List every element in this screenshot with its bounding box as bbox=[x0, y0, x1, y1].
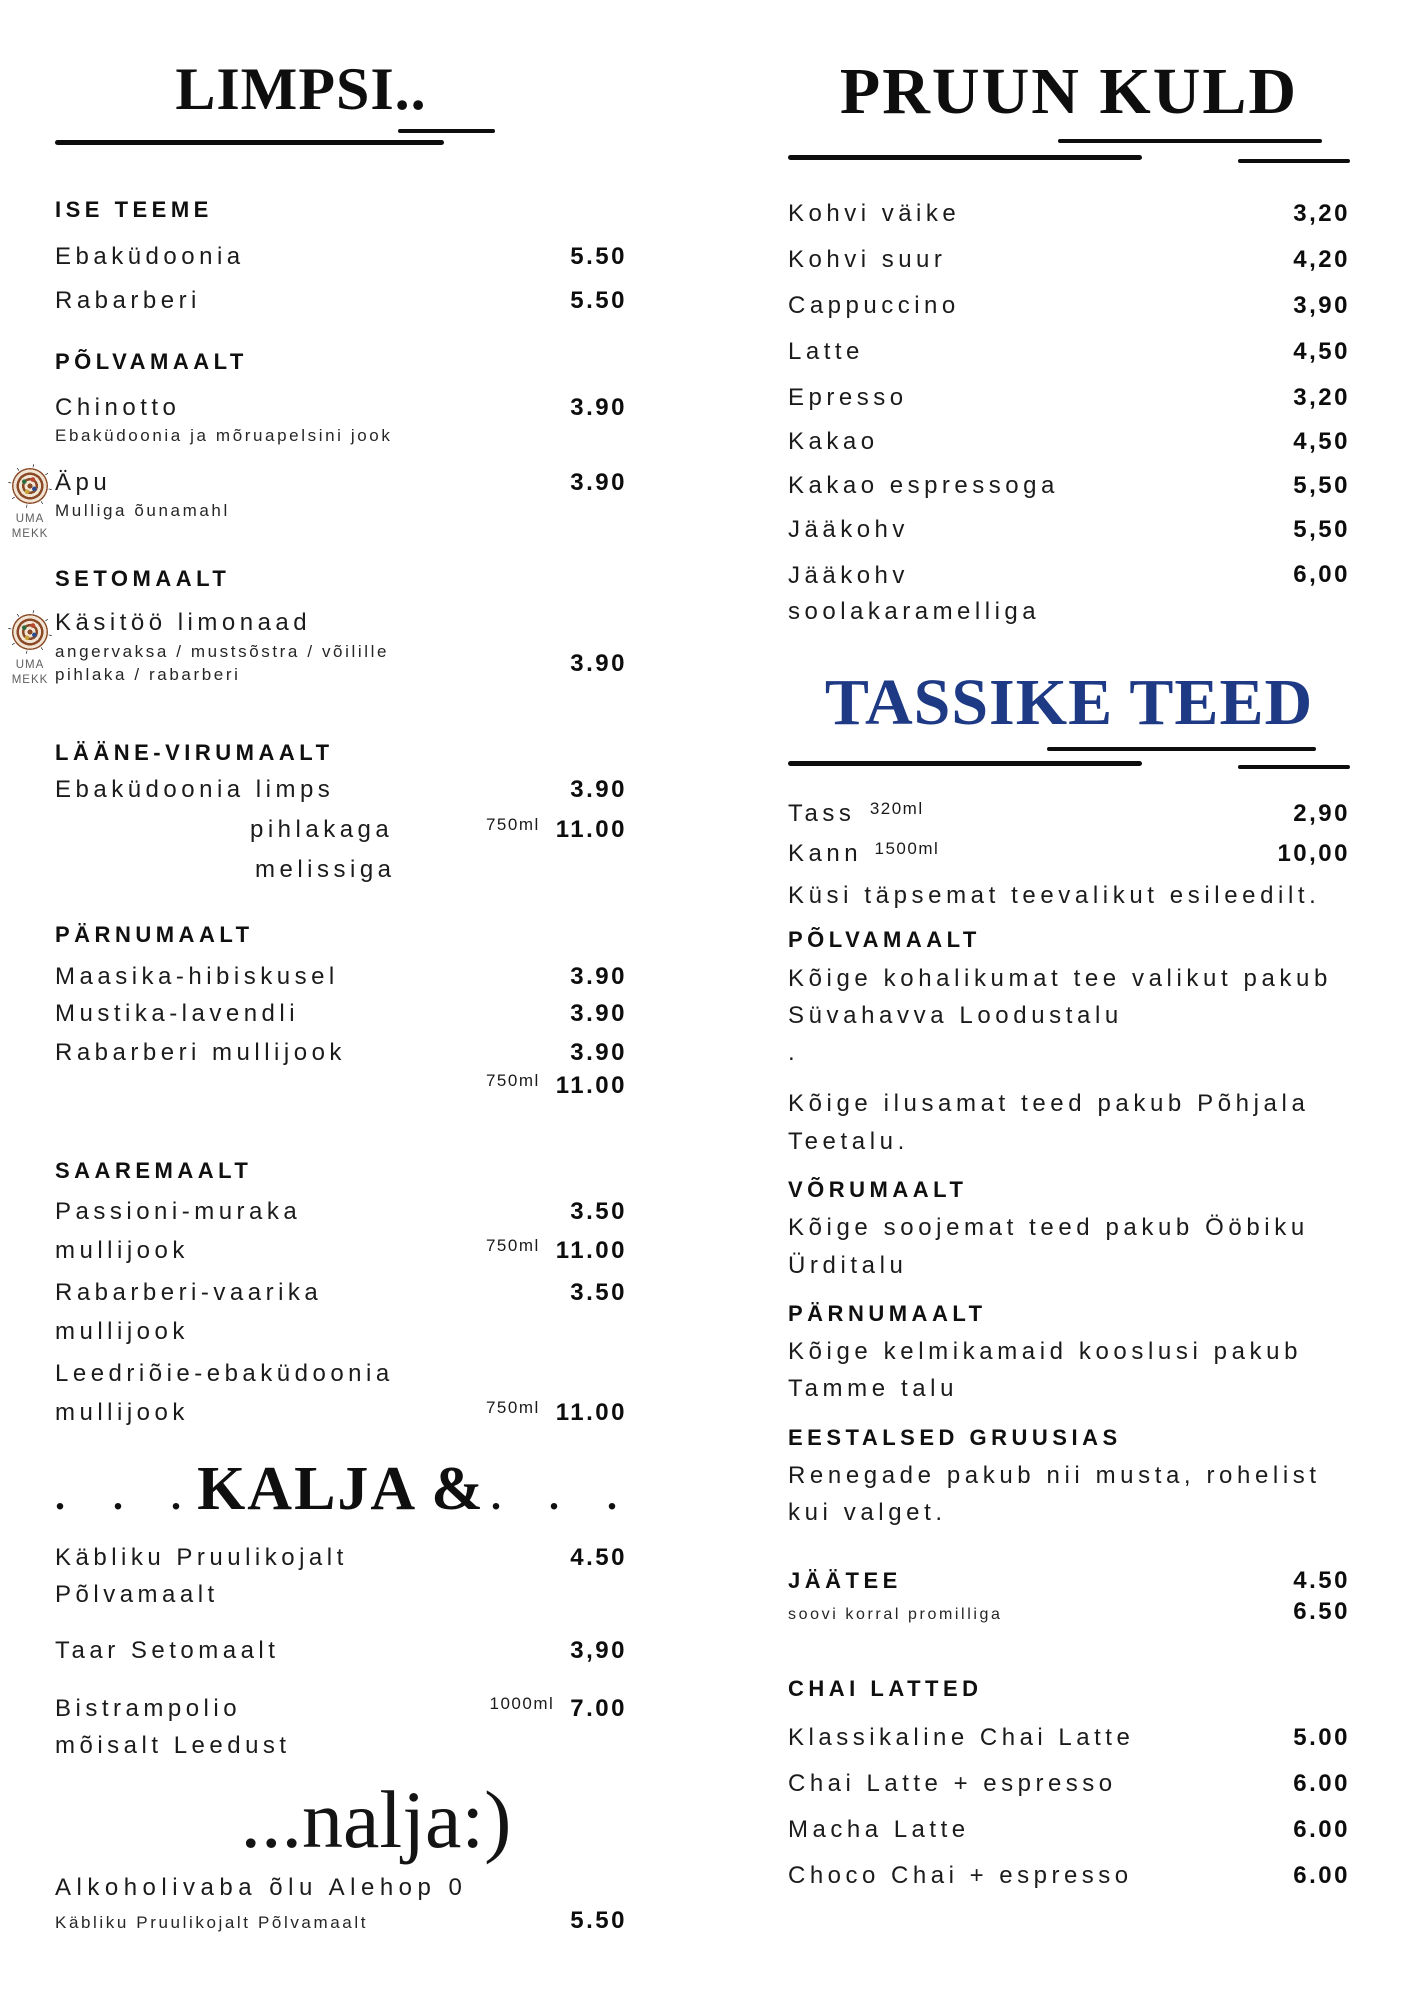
item-price: 11.00 bbox=[555, 815, 627, 843]
tea-header-parnumaalt: PÄRNUMAALT bbox=[788, 1300, 987, 1326]
tea-text-orphan-dot: . bbox=[788, 1039, 800, 1067]
right-column bbox=[788, 46, 1350, 1891]
item-description: Ebaküdoonia ja mõruapelsini jook bbox=[55, 426, 393, 445]
uma-mekk-logo bbox=[3, 610, 57, 688]
section-header-setomaalt: SETOMAALT bbox=[55, 565, 231, 591]
tea-note: Küsi täpsemat teevalikut esileedilt. bbox=[788, 882, 1321, 910]
menu-item-vaarika-line2: mullijook bbox=[55, 1317, 189, 1345]
uma-mekk-rays-icon bbox=[8, 610, 52, 654]
item-name: Kakao espressoga bbox=[788, 471, 1059, 499]
chai-item-espresso bbox=[788, 1769, 1350, 1799]
tassike-teed-underline bbox=[788, 751, 1350, 771]
item-name: Käsitöö limonaad bbox=[55, 609, 312, 637]
item-description-block bbox=[55, 641, 389, 687]
item-name: Tass bbox=[788, 800, 856, 828]
item-size: 1000ml bbox=[489, 1693, 555, 1713]
item-name: Kohvi väike bbox=[788, 199, 961, 227]
item-price: 4.50 bbox=[1293, 1567, 1350, 1595]
coffee-item-kohvi-vaike bbox=[788, 199, 1350, 229]
item-price-group bbox=[486, 816, 627, 845]
tea-text-polvamaalt: Kõige kohalikumat tee valikut pakub Süvahavva Loodustalu bbox=[788, 964, 1332, 1030]
item-name: mullijook bbox=[55, 1236, 189, 1264]
section-header-saaremaalt: SAAREMAALT bbox=[55, 1158, 253, 1184]
item-size: 1500ml bbox=[874, 839, 940, 859]
uma-mekk-rays-icon bbox=[8, 464, 52, 508]
menu-item-chinotto bbox=[55, 393, 627, 448]
uma-mekk-label bbox=[3, 658, 57, 688]
item-name-block bbox=[788, 561, 1040, 627]
item-name: Jääkohv bbox=[788, 561, 909, 589]
item-price-group bbox=[486, 1072, 627, 1101]
item-name: Epresso bbox=[788, 383, 908, 411]
item-name: Kohvi suur bbox=[788, 245, 947, 273]
item-price: 5,50 bbox=[1293, 515, 1350, 543]
menu-item-melissiga: melissiga bbox=[255, 855, 396, 883]
chai-item-macha bbox=[788, 1815, 1350, 1845]
menu-item-passioni bbox=[55, 1197, 627, 1227]
tea-header-vorumaalt: VÕRUMAALT bbox=[788, 1176, 968, 1202]
tea-text-parnumaalt: Kõige kelmikamaid kooslusi pakub Tamme talu bbox=[788, 1338, 1303, 1403]
menu-item-ebakudoonia-limps bbox=[55, 775, 627, 805]
tea-text-vorumaalt: Kõige soojemat teed pakub Ööbiku Ürditalu bbox=[788, 1214, 1309, 1279]
menu-item-alehop: Alkoholivaba õlu Alehop 0 bbox=[55, 1873, 468, 1901]
section-header-ise-teeme: ISE TEEME bbox=[55, 197, 213, 222]
item-size: 750ml bbox=[485, 814, 540, 834]
item-price: 11.00 bbox=[555, 1398, 627, 1426]
section-header-laane-virumaalt: LÄÄNE-VIRUMAALT bbox=[55, 740, 334, 766]
menu-item-pihlakaga bbox=[55, 815, 627, 845]
item-price: 6.00 bbox=[1293, 1769, 1350, 1797]
coffee-item-jaakohv-caramel bbox=[788, 561, 1350, 627]
item-price: 4,20 bbox=[1293, 245, 1350, 273]
item-name: Rabarberi mullijook bbox=[55, 1039, 346, 1067]
item-price-group bbox=[486, 1237, 627, 1266]
underline-stroke bbox=[788, 761, 1142, 766]
uma-mekk-label-line1: UMA bbox=[15, 512, 45, 525]
item-price: 3.50 bbox=[570, 1197, 627, 1225]
chai-item-choco bbox=[788, 1861, 1350, 1891]
item-price: 6,00 bbox=[1293, 560, 1350, 588]
kalja-dots-right: . . . bbox=[490, 1472, 627, 1518]
coffee-item-kakao-espressoga bbox=[788, 471, 1350, 501]
item-price: 4.50 bbox=[570, 1543, 627, 1571]
limpsi-title: LIMPSI.. bbox=[175, 56, 427, 122]
kalja-dots-left: . . . bbox=[55, 1472, 191, 1518]
underline-stroke bbox=[1058, 139, 1322, 143]
item-price: 11.00 bbox=[555, 1236, 627, 1264]
chai-latted-header: CHAI LATTED bbox=[788, 1676, 983, 1702]
item-price: 10,00 bbox=[1277, 840, 1350, 868]
uma-mekk-label-line2: MEKK bbox=[11, 527, 49, 540]
item-name: soolakaramelliga bbox=[788, 597, 1041, 625]
menu-item-ebakudoonia bbox=[55, 242, 627, 272]
uma-mekk-label-line2: MEKK bbox=[11, 674, 49, 687]
uma-mekk-logo bbox=[3, 464, 57, 542]
item-name: Rabarberi-vaarika bbox=[55, 1278, 323, 1306]
menu-item-leedri-line2 bbox=[55, 1398, 627, 1428]
item-name: pihlakaga bbox=[250, 815, 394, 843]
tea-item-jaatee-promilliga bbox=[788, 1598, 1350, 1627]
item-price: 3,20 bbox=[1293, 383, 1350, 411]
item-description: Käbliku Pruulikojalt Põlvamaalt bbox=[55, 1912, 369, 1932]
menu-item-apu bbox=[11, 468, 627, 540]
item-price: 3.50 bbox=[570, 1278, 627, 1306]
item-name: Jääkohv bbox=[788, 515, 909, 543]
item-description: angervaksa / mustsõstra / võilille bbox=[55, 642, 390, 662]
item-size: 750ml bbox=[485, 1397, 540, 1417]
limpsi-underline bbox=[55, 130, 627, 150]
item-price: 3.90 bbox=[570, 1039, 627, 1067]
item-description: Mulliga õunamahl bbox=[55, 500, 230, 520]
item-price: 4,50 bbox=[1293, 337, 1350, 365]
item-name: Cappuccino bbox=[788, 291, 960, 319]
item-price-group bbox=[486, 1399, 627, 1428]
tassike-teed-title: TASSIKE TEED bbox=[824, 665, 1314, 739]
underline-stroke bbox=[55, 140, 444, 145]
item-price: 7.00 bbox=[570, 1694, 627, 1722]
item-name: Chai Latte + espresso bbox=[788, 1769, 1117, 1797]
item-name-group bbox=[788, 799, 940, 829]
item-name: JÄÄTEE bbox=[788, 1568, 902, 1594]
item-price: 5.00 bbox=[1293, 1723, 1350, 1751]
tea-text-gruusia: Renegade pakub nii musta, rohelist kui valget. bbox=[788, 1462, 1321, 1527]
item-name: Choco Chai + espresso bbox=[788, 1861, 1133, 1889]
item-price: 5.50 bbox=[570, 286, 627, 314]
item-price: 3,20 bbox=[1293, 199, 1350, 227]
item-price: 4,50 bbox=[1293, 427, 1350, 455]
item-size: 320ml bbox=[869, 799, 924, 819]
item-row bbox=[55, 393, 627, 423]
item-row bbox=[55, 641, 627, 687]
item-name: Mustika-lavendli bbox=[55, 1000, 300, 1028]
uma-mekk-label-line1: UMA bbox=[15, 659, 45, 672]
nalja-title: ...nalja:) bbox=[240, 1773, 512, 1865]
menu-item-kabliku bbox=[55, 1543, 627, 1573]
item-price: 3.90 bbox=[570, 394, 627, 421]
item-name: Maasika-hibiskusel bbox=[55, 963, 339, 991]
item-price: 3.90 bbox=[570, 963, 627, 991]
left-column bbox=[11, 50, 627, 1936]
item-price: 5.50 bbox=[570, 1906, 627, 1934]
item-name: mullijook bbox=[55, 1398, 189, 1426]
menu-item-leedri: Leedriõie-ebaküdoonia bbox=[55, 1359, 394, 1387]
kalja-title-block bbox=[55, 1454, 627, 1525]
section-header-parnumaalt: PÄRNUMAALT bbox=[55, 921, 254, 947]
item-name: Äpu bbox=[55, 468, 112, 496]
item-name-group bbox=[788, 839, 955, 869]
item-size: 750ml bbox=[485, 1071, 540, 1091]
item-price: 3.90 bbox=[570, 775, 627, 803]
coffee-item-latte bbox=[788, 337, 1350, 367]
tea-item-jaatee bbox=[788, 1567, 1350, 1596]
chai-item-klassikaline bbox=[788, 1723, 1350, 1753]
item-price: 3.90 bbox=[570, 649, 627, 677]
coffee-item-kakao bbox=[788, 427, 1350, 457]
item-price: 2,90 bbox=[1293, 800, 1350, 828]
uma-mekk-label bbox=[3, 512, 57, 542]
item-name: Latte bbox=[788, 337, 864, 365]
item-name: Kann bbox=[788, 840, 863, 868]
underline-stroke bbox=[1238, 765, 1350, 769]
section-header-polvamaalt: PÕLVAMAALT bbox=[55, 348, 248, 374]
item-name: Taar Setomaalt bbox=[55, 1636, 280, 1664]
item-name: Rabarberi bbox=[55, 286, 201, 314]
item-name: Ebaküdoonia limps bbox=[55, 775, 335, 803]
tea-item-tass bbox=[788, 799, 1350, 829]
coffee-item-kohvi-suur bbox=[788, 245, 1350, 275]
kalja-title: KALJA & bbox=[197, 1454, 485, 1523]
item-name: Kakao bbox=[788, 427, 879, 455]
pruun-kuld-title: PRUUN KULD bbox=[839, 55, 1299, 128]
coffee-item-epresso bbox=[788, 383, 1350, 413]
uma-mekk-spiral-icon bbox=[12, 614, 48, 650]
menu-item-bottle-price bbox=[55, 1072, 627, 1101]
menu-item-taar bbox=[55, 1636, 627, 1666]
pruun-kuld-underline bbox=[788, 145, 1350, 165]
item-price: 6.00 bbox=[1293, 1861, 1350, 1889]
menu-item-maasika bbox=[55, 962, 627, 992]
item-price: 5.50 bbox=[570, 242, 627, 270]
item-name: Passioni-muraka bbox=[55, 1197, 302, 1225]
underline-stroke bbox=[398, 129, 495, 133]
item-price: 3.90 bbox=[570, 1000, 627, 1028]
tea-text-ilusamat: Kõige ilusamat teed pakub Põhjala Teetalu. bbox=[788, 1090, 1310, 1155]
tea-header-gruusia: EESTALSED GRUUSIAS bbox=[788, 1424, 1122, 1450]
coffee-item-cappuccino bbox=[788, 291, 1350, 321]
item-price-group bbox=[490, 1695, 627, 1724]
underline-stroke bbox=[1238, 159, 1350, 163]
item-description: pihlaka / rabarberi bbox=[55, 665, 241, 685]
menu-item-kabliku-line2: Põlvamaalt bbox=[55, 1580, 219, 1608]
coffee-item-jaakohv bbox=[788, 515, 1350, 545]
item-price: 11.00 bbox=[555, 1072, 627, 1100]
item-name: Klassikaline Chai Latte bbox=[788, 1723, 1135, 1751]
menu-item-mustika bbox=[55, 999, 627, 1029]
item-price: 3,90 bbox=[570, 1636, 627, 1664]
item-price: 5,50 bbox=[1293, 471, 1350, 499]
underline-stroke bbox=[788, 155, 1142, 160]
menu-item-rabarberi-mullijook bbox=[55, 1038, 627, 1068]
tea-header-polvamaalt: PÕLVAMAALT bbox=[788, 927, 981, 953]
item-price: 6.50 bbox=[1293, 1598, 1350, 1626]
item-price: 3,90 bbox=[1293, 291, 1350, 319]
item-name: Ebaküdoonia bbox=[55, 242, 245, 270]
item-name: Käbliku Pruulikojalt bbox=[55, 1543, 348, 1571]
item-description: soovi korral promilliga bbox=[788, 1606, 1003, 1624]
item-size: 750ml bbox=[485, 1235, 540, 1255]
menu-item-bistrampolio bbox=[55, 1694, 627, 1724]
item-price: 6.00 bbox=[1293, 1815, 1350, 1843]
menu-item-kasitoo-limonaad bbox=[11, 608, 627, 687]
menu-item-alehop-desc bbox=[55, 1907, 627, 1936]
item-name: Macha Latte bbox=[788, 1815, 970, 1843]
underline-stroke bbox=[1047, 747, 1317, 751]
menu-item-vaarika bbox=[55, 1278, 627, 1308]
item-name: Bistrampolio bbox=[55, 1694, 242, 1722]
menu-item-rabarberi bbox=[55, 286, 627, 316]
item-name: Chinotto bbox=[55, 394, 181, 421]
tea-item-kann bbox=[788, 839, 1350, 869]
uma-mekk-spiral-icon bbox=[12, 468, 48, 504]
menu-item-passioni-line2 bbox=[55, 1236, 627, 1266]
item-row bbox=[55, 468, 627, 498]
menu-item-bistrampolio-line2: mõisalt Leedust bbox=[55, 1731, 291, 1759]
item-price: 3.90 bbox=[570, 468, 627, 496]
